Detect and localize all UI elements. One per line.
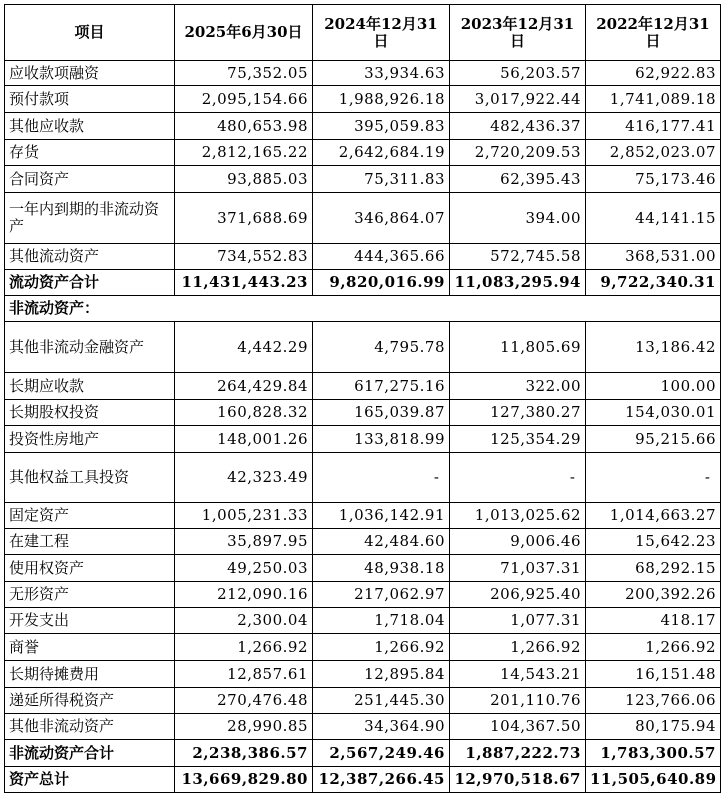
cell-value: 416,177.41 (586, 113, 721, 140)
cell-value: - (313, 453, 450, 503)
row-label: 非流动资产合计 (5, 740, 175, 767)
cell-value: 68,292.15 (586, 555, 721, 582)
row-label: 长期应收款 (5, 373, 175, 400)
subtotal-row (5, 740, 721, 767)
header-row (5, 5, 721, 61)
table-row (5, 426, 721, 453)
cell-value: 133,818.99 (313, 426, 450, 453)
cell-value: 4,795.78 (313, 322, 450, 373)
row-label: 其他非流动资产 (5, 714, 175, 740)
cell-value: 322.00 (450, 373, 586, 400)
cell-value: 34,364.90 (313, 714, 450, 740)
cell-value: 212,090.16 (175, 582, 313, 608)
cell-value: 80,175.94 (586, 714, 721, 740)
cell-value: 15,642.23 (586, 529, 721, 555)
cell-value: 1,005,231.33 (175, 503, 313, 529)
cell-value: 28,990.85 (175, 714, 313, 740)
row-label: 存货 (5, 140, 175, 166)
row-label: 在建工程 (5, 529, 175, 555)
row-label: 其他非流动金融资产 (5, 322, 175, 373)
table-row (5, 373, 721, 400)
cell-value: 42,484.60 (313, 529, 450, 555)
subtotal-row (5, 270, 721, 296)
cell-value: 14,543.21 (450, 661, 586, 688)
cell-value: 1,266.92 (313, 634, 450, 661)
cell-value: 104,367.50 (450, 714, 586, 740)
total-row (5, 767, 721, 793)
cell-value: 395,059.83 (313, 113, 450, 140)
row-label: 递延所得税资产 (5, 688, 175, 714)
cell-value: 154,030.01 (586, 400, 721, 426)
cell-value: 251,445.30 (313, 688, 450, 714)
cell-value: 12,857.61 (175, 661, 313, 688)
cell-value: 2,567,249.46 (313, 740, 450, 767)
cell-value: 35,897.95 (175, 529, 313, 555)
cell-value: 12,387,266.45 (313, 767, 450, 793)
table-row (5, 166, 721, 193)
cell-value: 1,741,089.18 (586, 86, 721, 113)
cell-value: 1,718.04 (313, 608, 450, 634)
cell-value: 572,745.58 (450, 244, 586, 270)
cell-value: 48,938.18 (313, 555, 450, 582)
table-row (5, 582, 721, 608)
cell-value: 49,250.03 (175, 555, 313, 582)
row-label: 固定资产 (5, 503, 175, 529)
header-2025-06-30: 2025年6月30日 (175, 5, 313, 61)
cell-value: 206,925.40 (450, 582, 586, 608)
cell-value: 13,186.42 (586, 322, 721, 373)
cell-value: 270,476.48 (175, 688, 313, 714)
cell-value: 264,429.84 (175, 373, 313, 400)
row-label: 投资性房地产 (5, 426, 175, 453)
table-row (5, 113, 721, 140)
cell-value: 62,395.43 (450, 166, 586, 193)
row-label: 无形资产 (5, 582, 175, 608)
row-label: 长期股权投资 (5, 400, 175, 426)
cell-value: 44,141.15 (586, 193, 721, 244)
cell-value: 201,110.76 (450, 688, 586, 714)
cell-value: 418.17 (586, 608, 721, 634)
cell-value: 1,013,025.62 (450, 503, 586, 529)
table-row (5, 555, 721, 582)
cell-value: 1,266.92 (586, 634, 721, 661)
row-label: 应收款项融资 (5, 61, 175, 86)
cell-value: 2,300.04 (175, 608, 313, 634)
cell-value: 9,006.46 (450, 529, 586, 555)
cell-value: 1,077.31 (450, 608, 586, 634)
cell-value: 13,669,829.80 (175, 767, 313, 793)
cell-value: 2,238,386.57 (175, 740, 313, 767)
cell-value: 95,215.66 (586, 426, 721, 453)
cell-value: 1,014,663.27 (586, 503, 721, 529)
cell-value: 125,354.29 (450, 426, 586, 453)
table-row (5, 61, 721, 86)
cell-value: 617,275.16 (313, 373, 450, 400)
cell-value: 9,722,340.31 (586, 270, 721, 296)
table-row (5, 688, 721, 714)
cell-value: 11,431,443.23 (175, 270, 313, 296)
cell-value: 123,766.06 (586, 688, 721, 714)
cell-value: 1,266.92 (450, 634, 586, 661)
cell-value: 16,151.48 (586, 661, 721, 688)
row-label: 合同资产 (5, 166, 175, 193)
row-label: 流动资产合计 (5, 270, 175, 296)
row-label: 使用权资产 (5, 555, 175, 582)
table-row (5, 322, 721, 373)
cell-value: 1,783,300.57 (586, 740, 721, 767)
cell-value: 12,970,518.67 (450, 767, 586, 793)
cell-value: 734,552.83 (175, 244, 313, 270)
header-2024-12-31: 2024年12月31日 (313, 5, 450, 61)
cell-value: 444,365.66 (313, 244, 450, 270)
cell-value: 2,642,684.19 (313, 140, 450, 166)
row-label: 一年内到期的非流动资产 (5, 193, 175, 244)
row-label: 资产总计 (5, 767, 175, 793)
section-title: 非流动资产： (5, 296, 721, 322)
cell-value: 11,805.69 (450, 322, 586, 373)
cell-value: 42,323.49 (175, 453, 313, 503)
table-row (5, 244, 721, 270)
row-label: 长期待摊费用 (5, 661, 175, 688)
cell-value: 9,820,016.99 (313, 270, 450, 296)
cell-value: 56,203.57 (450, 61, 586, 86)
cell-value: 3,017,922.44 (450, 86, 586, 113)
row-label: 开发支出 (5, 608, 175, 634)
section-header-row (5, 296, 721, 322)
row-label: 商誉 (5, 634, 175, 661)
cell-value: 2,812,165.22 (175, 140, 313, 166)
table-row (5, 661, 721, 688)
cell-value: 160,828.32 (175, 400, 313, 426)
cell-value: 127,380.27 (450, 400, 586, 426)
header-2023-12-31: 2023年12月31日 (450, 5, 586, 61)
cell-value: 217,062.97 (313, 582, 450, 608)
balance-sheet-table (4, 4, 721, 793)
table-row (5, 529, 721, 555)
cell-value: 100.00 (586, 373, 721, 400)
header-2022-12-31: 2022年12月31日 (586, 5, 721, 61)
cell-value: 12,895.84 (313, 661, 450, 688)
cell-value: 394.00 (450, 193, 586, 244)
row-label: 其他权益工具投资 (5, 453, 175, 503)
cell-value: 480,653.98 (175, 113, 313, 140)
row-label: 其他流动资产 (5, 244, 175, 270)
table-row (5, 453, 721, 503)
cell-value: 75,352.05 (175, 61, 313, 86)
cell-value: 371,688.69 (175, 193, 313, 244)
cell-value: 165,039.87 (313, 400, 450, 426)
cell-value: 11,083,295.94 (450, 270, 586, 296)
table-row (5, 140, 721, 166)
table-row (5, 608, 721, 634)
cell-value: 33,934.63 (313, 61, 450, 86)
cell-value: - (450, 453, 586, 503)
cell-value: 346,864.07 (313, 193, 450, 244)
cell-value: 368,531.00 (586, 244, 721, 270)
table-row (5, 400, 721, 426)
cell-value: 62,922.83 (586, 61, 721, 86)
table-row (5, 86, 721, 113)
table-row (5, 503, 721, 529)
cell-value: 2,095,154.66 (175, 86, 313, 113)
table-row (5, 193, 721, 244)
cell-value: 75,173.46 (586, 166, 721, 193)
cell-value: - (586, 453, 721, 503)
cell-value: 4,442.29 (175, 322, 313, 373)
header-item: 项目 (5, 5, 175, 61)
cell-value: 1,887,222.73 (450, 740, 586, 767)
cell-value: 75,311.83 (313, 166, 450, 193)
cell-value: 1,988,926.18 (313, 86, 450, 113)
row-label: 预付款项 (5, 86, 175, 113)
table-row (5, 714, 721, 740)
table-row (5, 634, 721, 661)
cell-value: 1,266.92 (175, 634, 313, 661)
row-label: 其他应收款 (5, 113, 175, 140)
cell-value: 482,436.37 (450, 113, 586, 140)
cell-value: 148,001.26 (175, 426, 313, 453)
cell-value: 71,037.31 (450, 555, 586, 582)
cell-value: 93,885.03 (175, 166, 313, 193)
cell-value: 1,036,142.91 (313, 503, 450, 529)
cell-value: 200,392.26 (586, 582, 721, 608)
cell-value: 2,720,209.53 (450, 140, 586, 166)
cell-value: 11,505,640.89 (586, 767, 721, 793)
cell-value: 2,852,023.07 (586, 140, 721, 166)
